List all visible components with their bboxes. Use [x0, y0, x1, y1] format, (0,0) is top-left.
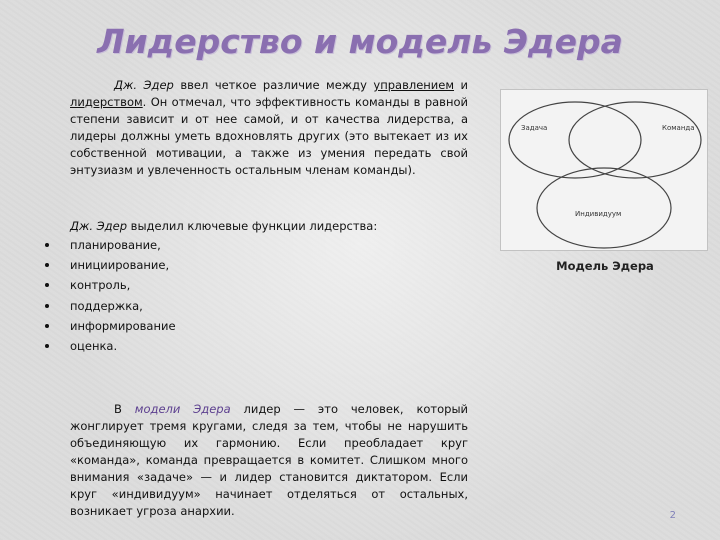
venn-diagram [500, 89, 708, 251]
venn-svg [501, 90, 707, 250]
leadership-functions-list [0, 235, 176, 356]
leadership-link[interactable]: лидерством [70, 95, 143, 109]
label-team: Команда [662, 124, 695, 132]
list-item: инициирование, [0, 255, 176, 275]
paragraph-model: В модели Эдера лидер — это человек, который жонглирует тремя кругами, следя за тем, чтобы не нарушить объединяющую их гармонию. Если преобладает круг «команда», команда превращается в комитет. Слишком много внимания «задаче» — и лидер становится диктатором. Если круг «индивидуум» начинает отделяться от остальных, возникает угроза анархии. [70, 402, 469, 518]
author-name: Дж. Эдер [70, 219, 128, 233]
circle-task [509, 102, 641, 178]
list-item: планирование, [0, 235, 176, 255]
slide-title: Лидерство и модель Эдера [97, 22, 623, 61]
circle-individual [537, 168, 671, 248]
diagram-caption: Модель Эдера [556, 259, 654, 273]
paragraph-distinction: Дж. Эдер ввел четкое различие между управлением и лидерством. Он отмечал, что эффективность команды в равной степени зависит и от нее самой, и от качества лидерства, а лидеры должны уметь вдохновлять других (это вытекает из их собственной мотивации, а также из умения передать свой энтузиазм и увлеченность остальным членам команды). [70, 78, 468, 177]
label-individual: Индивидуум [575, 210, 622, 218]
list-item: оценка. [0, 336, 176, 356]
model-link[interactable]: модели Эдера [134, 402, 231, 416]
functions-intro: Дж. Эдер выделил ключевые функции лидерства: [70, 219, 378, 233]
label-task: Задача [521, 124, 548, 132]
page-number: 2 [669, 510, 676, 521]
list-item: поддержка, [0, 296, 176, 316]
management-link[interactable]: управлением [373, 78, 455, 92]
list-item: информирование [0, 316, 176, 336]
list-item: контроль, [0, 275, 176, 295]
circle-team [569, 102, 701, 178]
author-name: Дж. Эдер [114, 78, 174, 92]
